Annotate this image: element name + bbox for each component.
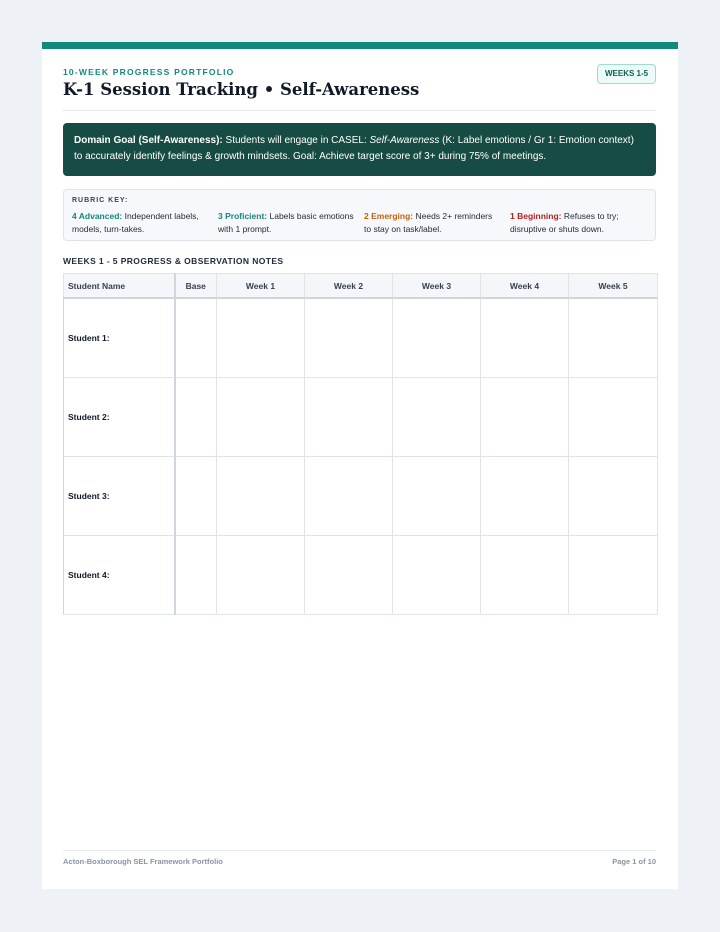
rubric-level-proficient bbox=[218, 210, 354, 236]
week-cell[interactable] bbox=[305, 378, 393, 457]
goal-italic: Self-Awareness bbox=[369, 135, 440, 146]
week-cell[interactable] bbox=[393, 536, 481, 615]
footer-page-number: Page 1 of 10 bbox=[612, 857, 656, 866]
rubric-level-label: 3 Proficient: bbox=[218, 211, 268, 221]
week-cell[interactable] bbox=[393, 298, 481, 378]
week-cell[interactable] bbox=[217, 298, 305, 378]
page-title: K-1 Session Tracking • Self-Awareness bbox=[63, 80, 420, 99]
base-cell[interactable] bbox=[175, 298, 217, 378]
goal-label: Domain Goal (Self-Awareness): bbox=[74, 135, 223, 146]
footer-divider bbox=[63, 850, 656, 851]
rubric-key bbox=[63, 189, 656, 241]
goal-text-after: (K: Label emotions / Gr 1: Emotion context) to accurately identify feelings & growth mindsets. Goal: Achieve target score of 3+ during 75% of meetings. bbox=[74, 135, 634, 162]
rubric-level-text: Independent labels, models, turn-takes. bbox=[72, 211, 199, 234]
column-header: Week 1 bbox=[217, 274, 305, 299]
week-cell[interactable] bbox=[569, 536, 658, 615]
week-cell[interactable] bbox=[393, 378, 481, 457]
rubric-level-advanced bbox=[72, 210, 208, 236]
base-cell[interactable] bbox=[175, 457, 217, 536]
base-cell[interactable] bbox=[175, 536, 217, 615]
student-name-cell: Student 1: bbox=[64, 298, 175, 378]
weeks-badge: WEEKS 1-5 bbox=[597, 64, 656, 84]
week-cell[interactable] bbox=[569, 298, 658, 378]
rubric-level-label: 4 Advanced: bbox=[72, 211, 123, 221]
student-name-cell: Student 2: bbox=[64, 378, 175, 457]
column-header: Student Name bbox=[64, 274, 175, 299]
rubric-level-label: 2 Emerging: bbox=[364, 211, 414, 221]
rubric-heading: RUBRIC KEY: bbox=[72, 197, 129, 204]
week-cell[interactable] bbox=[305, 457, 393, 536]
week-cell[interactable] bbox=[217, 457, 305, 536]
week-cell[interactable] bbox=[481, 298, 569, 378]
week-cell[interactable] bbox=[305, 298, 393, 378]
table-row bbox=[64, 378, 658, 457]
column-header: Base bbox=[175, 274, 217, 299]
kicker-label: 10-WEEK PROGRESS PORTFOLIO bbox=[63, 67, 235, 77]
base-cell[interactable] bbox=[175, 378, 217, 457]
week-cell[interactable] bbox=[481, 457, 569, 536]
week-cell[interactable] bbox=[569, 457, 658, 536]
rubric-level-text: Refuses to try; disruptive or shuts down. bbox=[510, 211, 619, 234]
column-header: Week 5 bbox=[569, 274, 658, 299]
rubric-level-beginning bbox=[510, 210, 646, 236]
week-cell[interactable] bbox=[217, 536, 305, 615]
table-row bbox=[64, 457, 658, 536]
week-cell[interactable] bbox=[217, 378, 305, 457]
week-cell[interactable] bbox=[481, 378, 569, 457]
week-cell[interactable] bbox=[481, 536, 569, 615]
rubric-level-label: 1 Beginning: bbox=[510, 211, 562, 221]
portfolio-page bbox=[42, 42, 678, 889]
column-header: Week 2 bbox=[305, 274, 393, 299]
student-name-cell: Student 4: bbox=[64, 536, 175, 615]
table-header-row bbox=[64, 274, 658, 299]
rubric-level-text: Labels basic emotions with 1 prompt. bbox=[218, 211, 354, 234]
column-header: Week 4 bbox=[481, 274, 569, 299]
student-name-cell: Student 3: bbox=[64, 457, 175, 536]
rubric-level-text: Needs 2+ reminders to stay on task/label. bbox=[364, 211, 493, 234]
header-divider bbox=[63, 110, 656, 111]
column-header: Week 3 bbox=[393, 274, 481, 299]
progress-section-title: WEEKS 1 - 5 PROGRESS & OBSERVATION NOTES bbox=[63, 256, 284, 266]
domain-goal-box bbox=[63, 123, 656, 176]
rubric-level-emerging bbox=[364, 210, 500, 236]
accent-bar bbox=[42, 42, 678, 49]
week-cell[interactable] bbox=[305, 536, 393, 615]
footer-source: Acton-Boxborough SEL Framework Portfolio bbox=[63, 857, 223, 866]
table-row bbox=[64, 298, 658, 378]
table-row bbox=[64, 536, 658, 615]
week-cell[interactable] bbox=[393, 457, 481, 536]
progress-table bbox=[63, 273, 658, 615]
goal-text-before: Students will engage in CASEL: bbox=[222, 135, 370, 146]
week-cell[interactable] bbox=[569, 378, 658, 457]
